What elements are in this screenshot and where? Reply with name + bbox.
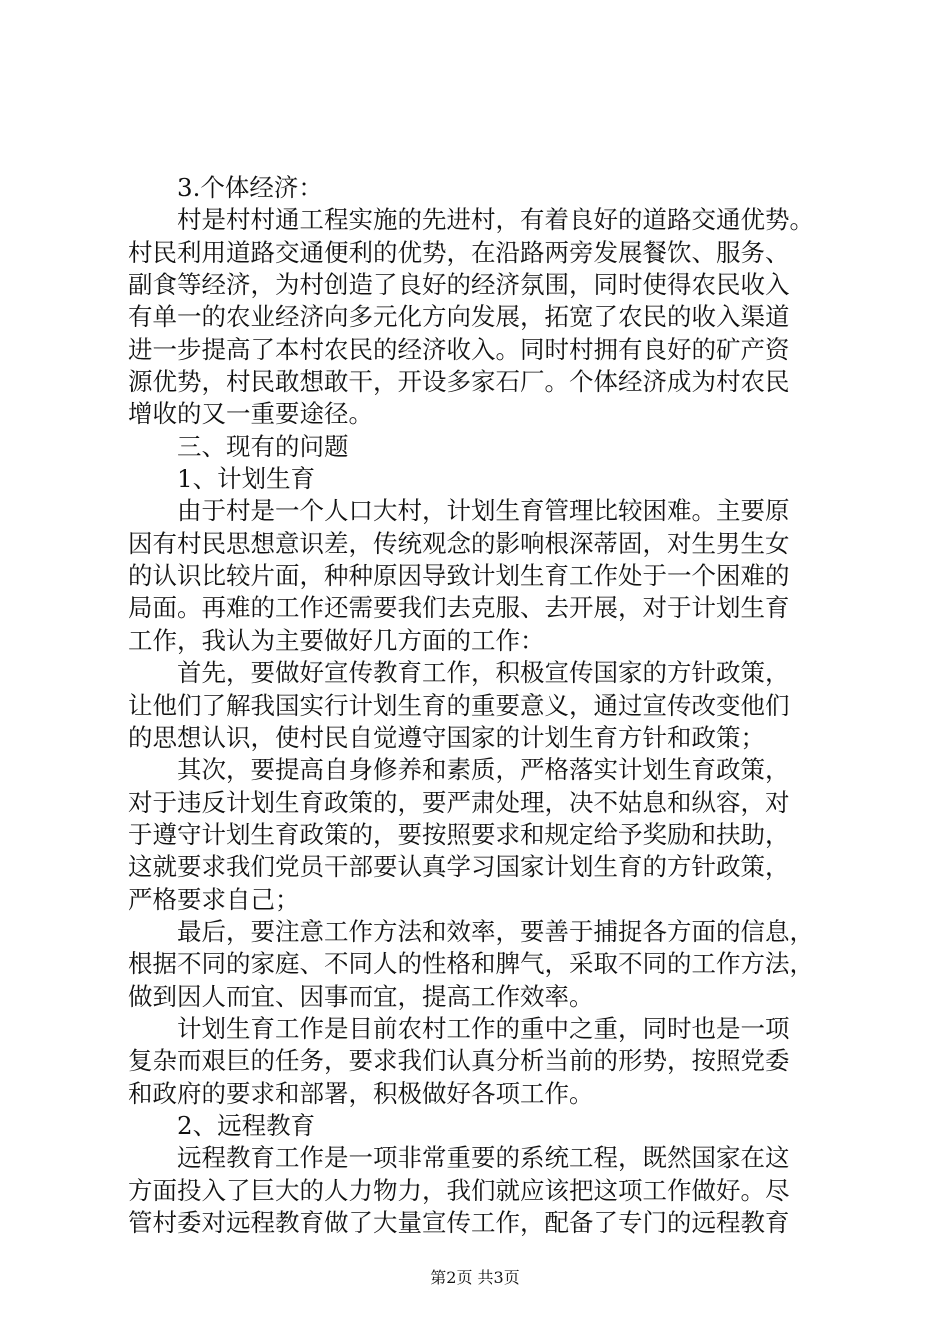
text-line: 2、远程教育 bbox=[177, 1110, 316, 1140]
text-line: 有单一的农业经济向多元化方向发展，拓宽了农民的收入渠道 bbox=[128, 302, 790, 332]
text-line: 远程教育工作是一项非常重要的系统工程，既然国家在这 bbox=[177, 1143, 790, 1173]
text-line: 最后，要注意工作方法和效率，要善于捕捉各方面的信息， bbox=[177, 916, 814, 946]
body-text bbox=[128, 172, 843, 1239]
text-line: 村是村村通工程实施的先进村，有着良好的道路交通优势。 bbox=[177, 205, 814, 235]
text-line: 的思想认识，使村民自觉遵守国家的计划生育方针和政策； bbox=[128, 722, 765, 752]
text-line: 于遵守计划生育政策的，要按照要求和规定给予奖励和扶助， bbox=[128, 819, 790, 849]
text-line: 工作，我认为主要做好几方面的工作： bbox=[128, 625, 545, 655]
text-line: 这就要求我们党员干部要认真学习国家计划生育的方针政策， bbox=[128, 852, 790, 882]
text-line: 管村委对远程教育做了大量宣传工作，配备了专门的远程教育 bbox=[128, 1208, 790, 1237]
text-line: 局面。再难的工作还需要我们去克服、去开展，对于计划生育 bbox=[128, 593, 790, 623]
text-line: 其次，要提高自身修养和素质，严格落实计划生育政策， bbox=[177, 755, 790, 785]
text-line: 严格要求自己； bbox=[128, 884, 300, 914]
text-line: 的认识比较片面，种种原因导致计划生育工作处于一个困难的 bbox=[128, 561, 790, 591]
text-line: 根据不同的家庭、不同人的性格和脾气，采取不同的工作方法， bbox=[128, 949, 814, 979]
text-line: 复杂而艰巨的任务，要求我们认真分析当前的形势，按照党委 bbox=[128, 1046, 790, 1076]
text-line: 首先，要做好宣传教育工作，积极宣传国家的方针政策， bbox=[177, 658, 790, 688]
page-footer: 第2页 共3页 bbox=[430, 1268, 520, 1287]
text-line: 1、计划生育 bbox=[177, 464, 316, 494]
text-line: 和政府的要求和部署，积极做好各项工作。 bbox=[128, 1078, 594, 1108]
text-line: 因有村民思想意识差，传统观念的影响根深蒂固，对生男生女 bbox=[128, 528, 790, 558]
text-line: 进一步提高了本村农民的经济收入。同时村拥有良好的矿产资 bbox=[128, 334, 790, 364]
text-line: 副食等经济，为村创造了良好的经济氛围，同时使得农民收入 bbox=[128, 270, 790, 300]
text-line: 由于村是一个人口大村，计划生育管理比较困难。主要原 bbox=[177, 496, 790, 526]
text-line: 方面投入了巨大的人力物力，我们就应该把这项工作做好。尽 bbox=[128, 1175, 790, 1205]
text-line: 计划生育工作是目前农村工作的重中之重，同时也是一项 bbox=[177, 1013, 790, 1043]
text-line: 增收的又一重要途径。 bbox=[128, 399, 373, 429]
text-line: 让他们了解我国实行计划生育的重要意义，通过宣传改变他们 bbox=[128, 690, 790, 720]
text-line: 做到因人而宜、因事而宜，提高工作效率。 bbox=[128, 981, 594, 1011]
text-line: 源优势，村民敢想敢干，开设多家石厂。个体经济成为村农民 bbox=[128, 367, 790, 397]
text-line: 3.个体经济： bbox=[177, 173, 323, 202]
text-line: 村民利用道路交通便利的优势，在沿路两旁发展餐饮、服务、 bbox=[128, 237, 790, 267]
text-line: 对于违反计划生育政策的，要严肃处理，决不姑息和纵容，对 bbox=[128, 787, 790, 817]
text-line: 三、现有的问题 bbox=[177, 431, 349, 461]
